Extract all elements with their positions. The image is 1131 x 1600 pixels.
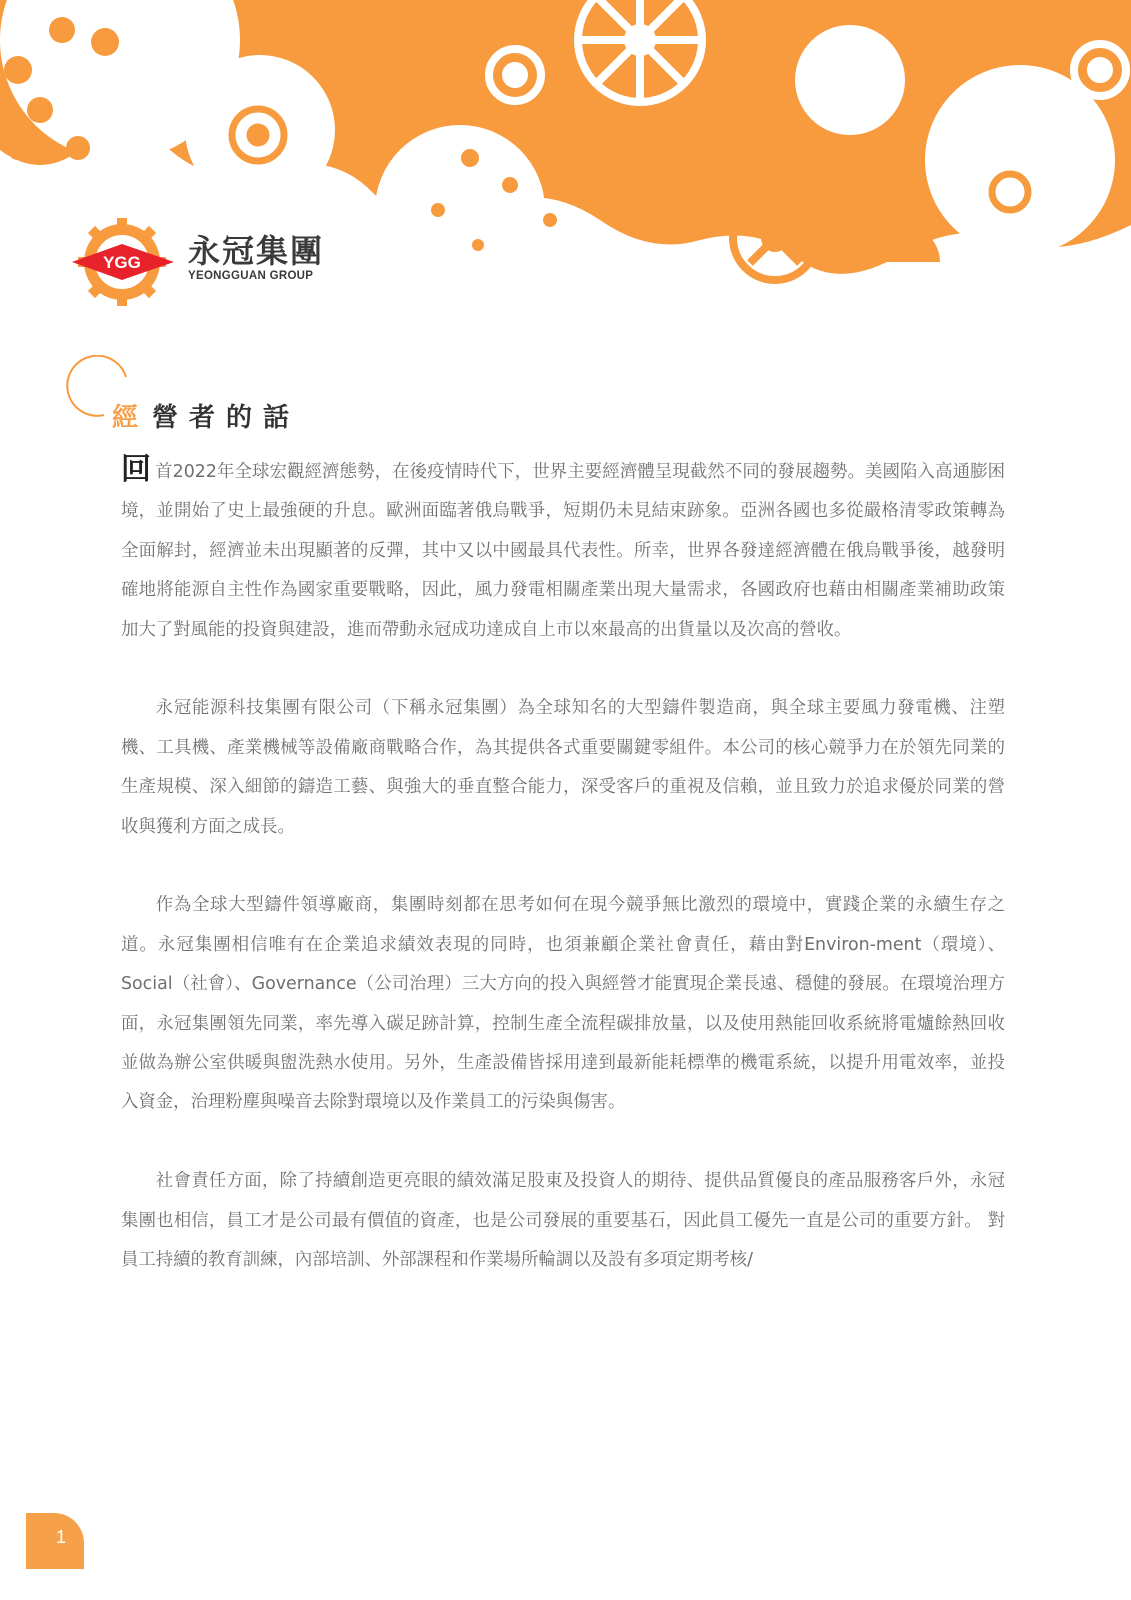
page-number-tab: [26, 1513, 84, 1569]
letter-body: [121, 450, 1005, 1320]
company-logo: [70, 218, 350, 308]
logo-name-english: YEONGGUAN GROUP: [188, 270, 314, 282]
heading-first-char: 經: [112, 403, 139, 433]
paragraph-3: 作為全球大型鑄件領導廠商，集團時刻都在思考如何在現今競爭無比激烈的環境中，實踐企業的永續生存之道。永冠集團相信唯有在企業追求績效表現的同時，也須兼顧企業社會責任，藉由對Environ-ment（環境）、Social（社會）、Governance（公司治理）三大方向的投入與經營才能實現企業長遠、穩健的發展。在環境治理方面，永冠集團領先同業，率先導入碳足跡計算，控制生產全流程碳排放量，以及使用熱能回收系統將電爐餘熱回收並做為辦公室供暖與盥洗熱水使用。另外，生產設備皆採用達到最新能耗標準的機電系統，以提升用電效率，並投入資金，治理粉塵與噪音去除對環境以及作業員工的污染與傷害。: [121, 895, 1005, 1113]
paragraph-1: [121, 450, 1005, 650]
drop-cap: 回: [121, 452, 152, 487]
section-heading: [64, 355, 424, 433]
logo-name-chinese: 永冠集團: [188, 232, 325, 270]
paragraph-2: 永冠能源科技集團有限公司（下稱永冠集團）為全球知名的大型鑄件製造商，與全球主要風力發電機、注塑機、工具機、產業機械等設備廠商戰略合作，為其提供各式重要關鍵零組件。本公司的核心競爭力在於領先同業的生產規模、深入細節的鑄造工藝、與強大的垂直整合能力，深受客戶的重視及信賴，並且致力於追求優於同業的營收與獲利方面之成長。: [121, 698, 1005, 837]
page-number: 1: [56, 1527, 67, 1547]
heading-title: 營者的話: [152, 403, 301, 433]
paragraph-1-text: 首2022年全球宏觀經濟態勢，在後疫情時代下，世界主要經濟體呈現截然不同的發展趨勢。美國陷入高通膨困境，並開始了史上最強硬的升息。歐洲面臨著俄烏戰爭，短期仍未見結束跡象。亞洲各國也多從嚴格清零政策轉為全面解封，經濟並未出現顯著的反彈，其中又以中國最具代表性。所幸，世界各發達經濟體在俄烏戰爭後，越發明確地將能源自主性作為國家重要戰略，因此，風力發電相關產業出現大量需求，各國政府也藉由相關產業補助政策加大了對風能的投資與建設，進而帶動永冠成功達成自上市以來最高的出貨量以及次高的營收。: [121, 462, 1005, 640]
ygg-gear-logo-icon: [70, 218, 180, 308]
logo-badge-text: YGG: [103, 253, 141, 272]
paragraph-4: 社會責任方面，除了持續創造更亮眼的績效滿足股東及投資人的期待、提供品質優良的產品服務客戶外，永冠集團也相信，員工才是公司最有價值的資產，也是公司發展的重要基石，因此員工優先一直是公司的重要方針。 對員工持續的教育訓練，內部培訓、外部課程和作業場所輪調以及設有多項定期考核/: [121, 1171, 1005, 1271]
